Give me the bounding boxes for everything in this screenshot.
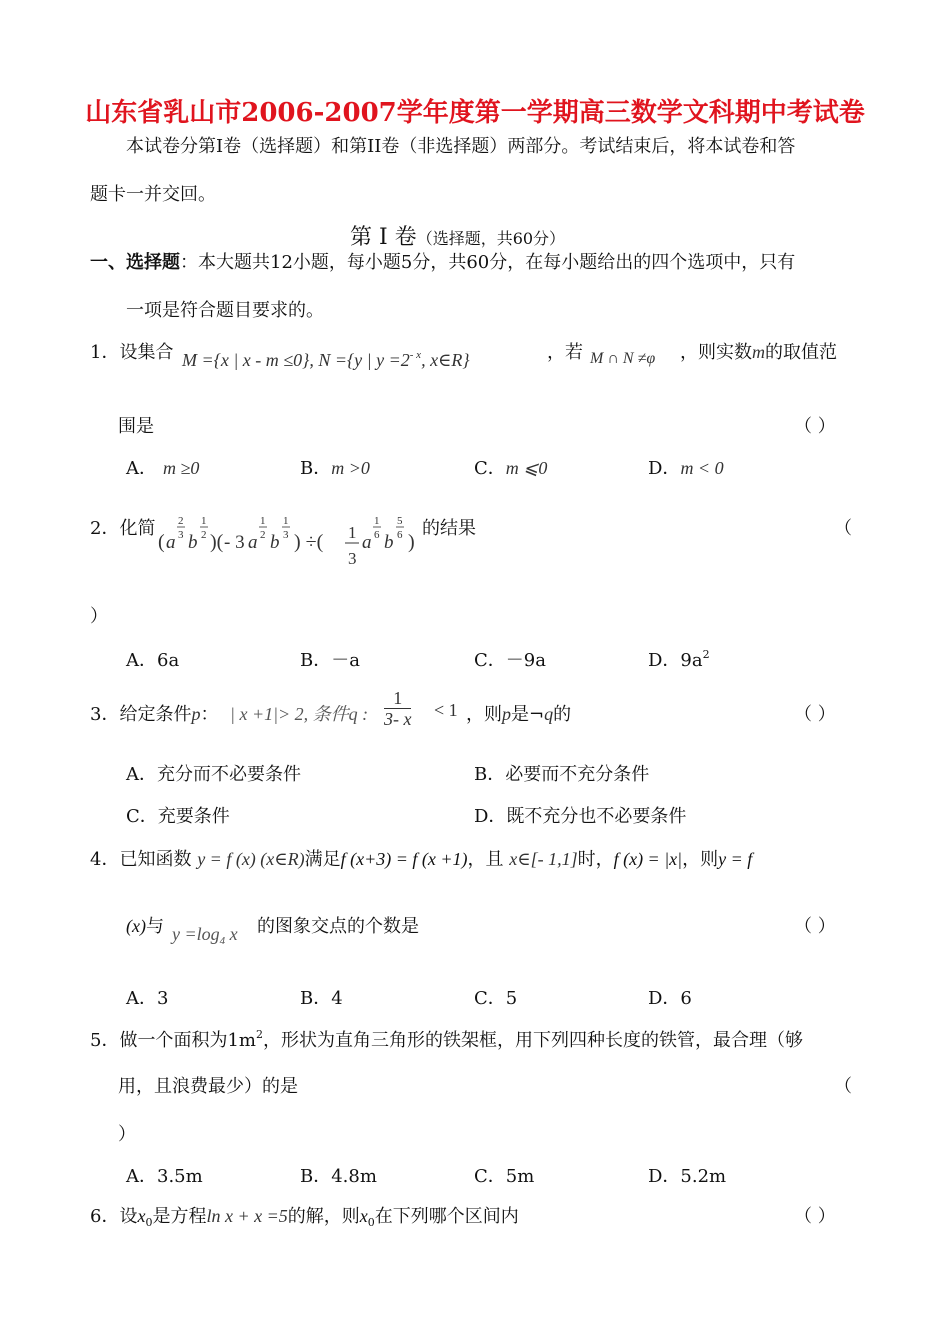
q2-option-d-exponent: 2 <box>702 648 710 661</box>
q4-option-a: A．3 <box>126 988 169 1009</box>
svg-text:a: a <box>166 532 176 553</box>
q1-mid: ，若 <box>547 342 583 363</box>
q2-exp-2-den: 2 <box>201 529 207 541</box>
q3-number: 3． <box>90 704 120 725</box>
q5-square: 2 <box>255 1028 263 1041</box>
q2-expression-svg <box>158 510 420 570</box>
q5-line-1 <box>90 1026 803 1052</box>
q2-option-a: A．6a <box>126 650 180 671</box>
svg-text:(: ( <box>158 531 165 553</box>
q3-post-text-3: 的 <box>553 704 572 725</box>
q1-condition: M ∩ N ≠φ <box>590 350 656 367</box>
q1-option-b-label: B． <box>300 458 332 479</box>
q4-log-formula <box>172 924 238 945</box>
part-one-heading <box>350 220 565 251</box>
q3-negation: ¬ <box>529 704 545 725</box>
q6-x0-sub: 0 <box>145 1216 153 1229</box>
q1-option-c <box>474 454 547 480</box>
q1-formula-end: , x∈R} <box>421 350 470 370</box>
section-one-label: 一、选择题 <box>90 252 180 273</box>
q6-answer-paren: （ ） <box>794 1206 836 1227</box>
q1-post-text-2: 的取值范 <box>765 342 837 363</box>
q6-post-2: 在下列哪个区间内 <box>374 1206 519 1227</box>
svg-text:)(: )( <box>210 531 224 553</box>
intro-line-2: 题卡一并交回。 <box>90 184 216 205</box>
q5-option-a: A．3.5m <box>126 1166 203 1187</box>
q6-equation: ln x + x =5 <box>206 1206 288 1226</box>
q4-option-d: D．6 <box>648 988 692 1009</box>
q4-formula-5: y = f <box>718 849 753 869</box>
q3-post-text: ，则 <box>466 704 502 725</box>
svg-text:a: a <box>362 532 372 553</box>
q5-option-c: C．5m <box>474 1166 535 1187</box>
q3-option-c: C．充要条件 <box>126 806 230 827</box>
q4-log-base: 4 <box>219 935 226 947</box>
q1-post-text: ，则实数 <box>680 342 752 363</box>
q2-exp-1: 2 <box>178 515 184 527</box>
q3-option-b: B．必要而不充分条件 <box>474 764 650 785</box>
q3-post-p: p <box>502 704 511 724</box>
q5-option-b: B．4.8m <box>300 1166 377 1187</box>
q3-option-a: A．充分而不必要条件 <box>126 764 301 785</box>
q5-option-d: D．5.2m <box>648 1166 727 1187</box>
q4-log-x: x <box>225 924 238 944</box>
q4-formula-4: f (x) = |x| <box>613 849 683 869</box>
svg-text:b: b <box>188 532 198 553</box>
q4-mid-3: 时， <box>577 849 614 870</box>
q3-fraction-box <box>384 688 411 729</box>
q2-exp-4-den: 3 <box>283 529 289 541</box>
q2-exp-5: 1 <box>374 515 380 527</box>
q5-text-1: 做一个面积为1m <box>119 1030 256 1051</box>
q4-answer-paren: （ ） <box>794 916 836 937</box>
q1-option-a-value: m ≥0 <box>163 458 200 478</box>
q4-line-2 <box>126 912 164 938</box>
q1-option-d-value: m < 0 <box>680 458 724 478</box>
intro-line-1: 本试卷分第I卷（选择题）和第II卷（非选择题）两部分。考试结束后，将本试卷和答 <box>126 136 796 157</box>
section-one-line-2: 一项是符合题目要求的。 <box>126 300 324 321</box>
q2-exp-4: 1 <box>283 515 289 527</box>
q2-post: 的结果 <box>422 518 476 539</box>
section-one-line-1 <box>90 248 795 274</box>
q1-formula-main: M ={x | x - m ≤0}, N ={y | y =2 <box>182 350 410 370</box>
q2-option-d-label: D．9a <box>648 650 703 671</box>
q2-option-d <box>648 646 710 672</box>
q4-line-2-with: 与 <box>145 916 164 937</box>
q3-pre: 给定条件 <box>119 704 192 725</box>
q2-pre: 化简 <box>119 518 156 539</box>
q6-number: 6． <box>90 1206 120 1227</box>
q3-option-d: D．既不充分也不必要条件 <box>474 806 687 827</box>
q1-formula-exponent: - x <box>409 349 422 361</box>
q1-option-a-label: A． <box>126 458 157 479</box>
q6-x1: x <box>359 1206 368 1226</box>
q6-mid: 是方程 <box>152 1206 207 1227</box>
q1-number: 1． <box>90 342 120 363</box>
q1-variable: m <box>752 342 765 362</box>
q1-option-d <box>648 454 724 480</box>
q4-formula-1: y = f (x) (x∈R) <box>197 849 305 869</box>
q2-paren-left: （ <box>834 518 852 539</box>
q4-mid-1: 满足 <box>304 849 341 870</box>
q1-set-formula <box>182 350 470 371</box>
q3-condition-1: | x +1|> 2, 条件q : <box>230 704 369 724</box>
q4-log-text: y =log <box>172 924 220 944</box>
q3-fraction <box>384 688 411 729</box>
q5-text-1b: ，形状为直角三角形的铁架框，用下列四种长度的铁管，最合理（够 <box>262 1030 803 1051</box>
q2-exp-6: 5 <box>397 515 403 527</box>
q1-line-2: 围是 <box>118 416 154 437</box>
q4-mid-2: ，且 <box>467 849 504 870</box>
q4-formula-2: f (x+3) = f (x +1) <box>340 849 468 869</box>
q2-exp-5-den: 6 <box>374 529 380 541</box>
q4-line-1 <box>90 845 752 871</box>
q2-option-b: B．－a <box>300 650 360 671</box>
q5-paren-right: ） <box>118 1124 136 1145</box>
q1-option-b-value: m >0 <box>331 458 370 478</box>
q3-colon: ： <box>200 704 219 725</box>
q3-p: p <box>191 704 201 724</box>
q3-line-1 <box>90 700 218 726</box>
q2-exp-2: 1 <box>201 515 207 527</box>
q5-paren-left: （ <box>834 1076 852 1097</box>
q2-exp-6-den: 6 <box>397 529 403 541</box>
q4-option-b: B．4 <box>300 988 343 1009</box>
q4-line-2-x: (x) <box>126 916 146 936</box>
section-one-text-1: ：本大题共12小题，每小题5分，共60分，在每小题给出的四个选项中，只有 <box>180 252 796 273</box>
q1-option-c-value: m ⩽0 <box>505 458 548 478</box>
q1-option-d-label: D． <box>648 458 681 479</box>
q3-fraction-num: 1 <box>384 688 411 709</box>
q2-coefficient: - 3 <box>224 532 245 553</box>
svg-text:) ÷(: ) ÷( <box>294 531 324 553</box>
q3-q: q <box>544 704 554 724</box>
q1-option-c-label: C． <box>474 458 506 479</box>
q4-line-2-post: 的图象交点的个数是 <box>257 916 419 937</box>
svg-text:b: b <box>270 532 280 553</box>
q3-fraction-den: 3- x <box>384 709 412 729</box>
q2-line-1 <box>90 514 155 540</box>
q6-pre: 设 <box>119 1206 138 1227</box>
q5-number: 5． <box>90 1030 120 1051</box>
q3-post-text-2: 是 <box>511 704 529 725</box>
q2-option-c: C．－9a <box>474 650 546 671</box>
q6-post: 的解，则 <box>287 1206 360 1227</box>
q1-option-a <box>126 454 199 480</box>
q2-exp-1-den: 3 <box>178 529 184 541</box>
svg-text:b: b <box>384 532 394 553</box>
q3-answer-paren: （ ） <box>794 704 836 725</box>
q2-expression <box>158 510 420 570</box>
q2-paren-right: ） <box>90 606 108 627</box>
q4-option-c: C．5 <box>474 988 518 1009</box>
q2-number: 2． <box>90 518 120 539</box>
q2-exp-3: 1 <box>260 515 266 527</box>
q1-line-1 <box>90 338 173 364</box>
svg-text:): ) <box>408 531 415 553</box>
q4-mid-4: ，则 <box>682 849 719 870</box>
q4-formula-3: x∈[- 1,1] <box>509 849 578 869</box>
q2-exp-3-den: 2 <box>260 529 266 541</box>
q6-x0: x <box>137 1206 146 1226</box>
part-one-subtitle: （选择题，共60分） <box>416 229 566 248</box>
q2-fraction-num: 1 <box>348 523 357 542</box>
q1-post <box>680 338 837 364</box>
q1-answer-paren: （ ） <box>794 416 836 437</box>
q1-pre: 设集合 <box>119 342 174 363</box>
q6-line-1 <box>90 1202 519 1228</box>
q2-fraction-den: 3 <box>348 549 357 568</box>
svg-text:a: a <box>248 532 258 553</box>
q5-line-2: 用，且浪费最少）的是 <box>118 1076 298 1097</box>
q3-post <box>466 700 571 726</box>
part-one-label: 第 I 卷 <box>350 225 417 250</box>
q1-option-b <box>300 454 370 480</box>
q4-number: 4． <box>90 849 120 870</box>
q6-x1-sub: 0 <box>367 1216 375 1229</box>
q3-less-than: < 1 <box>434 700 458 720</box>
exam-title: 山东省乳山市2006-2007学年度第一学期高三数学文科期中考试卷 <box>85 98 865 128</box>
q4-pre: 已知函数 <box>119 849 192 870</box>
